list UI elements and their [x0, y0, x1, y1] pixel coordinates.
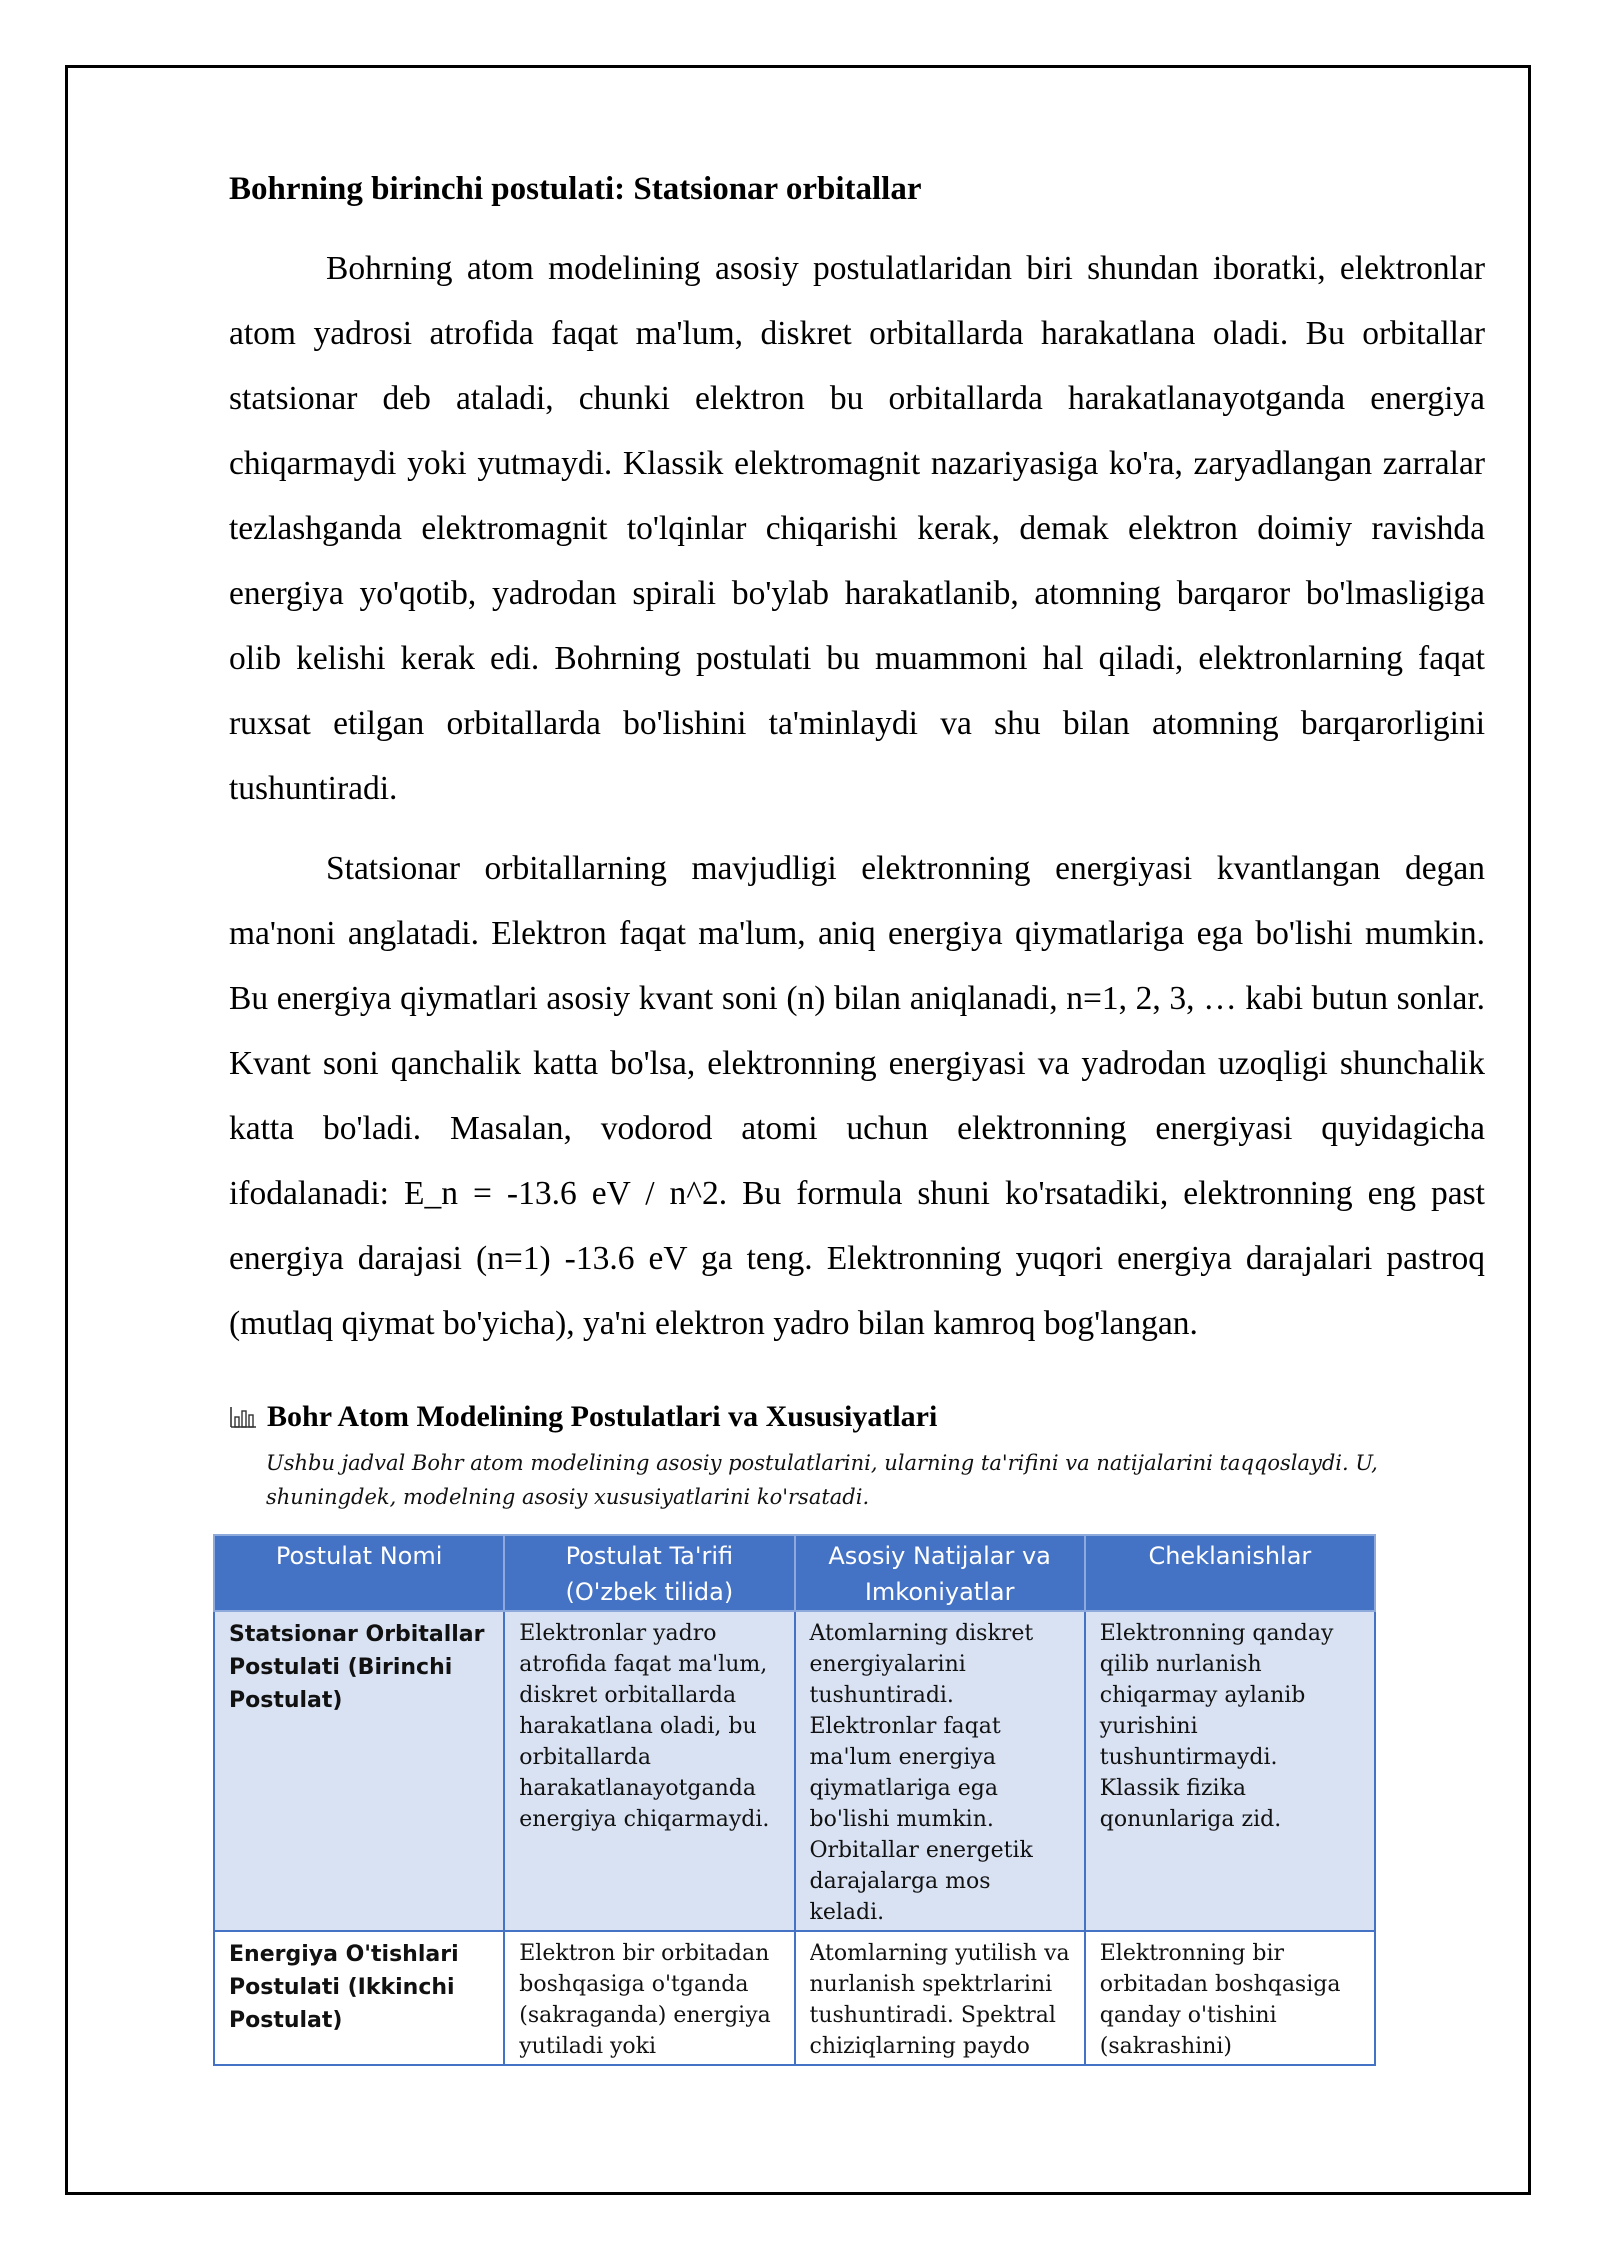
cell-text: Elektronning bir orbitadan boshqasiga qanday o'tishini (sakrashini) [1099, 1940, 1341, 2059]
table-cell: Elektronlar yadro atrofida faqat ma'lum, diskret orbitallarda harakatlana oladi, bu orbitallarda harakatlanayotganda energiya chiqarmaydi. [504, 1611, 794, 1931]
table-cell: Elektronning qanday qilib nurlanish chiqarmay aylanib yurishini tushuntirmaydi. Klassik fizika qonunlariga zid. [1085, 1611, 1375, 1931]
section-heading: Bohrning birinchi postulati: Statsionar orbitallar [229, 171, 922, 207]
column-header: Asosiy Natijalar va Imkoniyatlar [795, 1535, 1085, 1611]
cell-text: Elektron bir orbitadan boshqasiga o'tganda (sakraganda) energiya yutiladi yoki [519, 1940, 771, 2059]
document-content [229, 170, 1485, 2066]
column-header: Postulat Ta'rifi (O'zbek tilida) [504, 1535, 794, 1611]
paragraph: Statsionar orbitallarning mavjudligi elektronning energiyasi kvantlangan degan ma'noni anglatadi. Elektron faqat ma'lum, aniq energiya qiymatlariga ega bo'lishi mumkin. Bu energiya qiymatlari asosiy kvant soni (n) bilan aniqlanadi, n=1, 2, 3, … kabi butun sonlar. Kvant soni qanchalik katta bo'lsa, elektronning energiyasi va yadrodan uzoqligi shunchalik katta bo'ladi. Masalan, vodorod atomi uchun elektronning energiyasi quyidagicha ifodalanadi: E_n = -13.6 eV / n^2. Bu formula shuni ko'rsatadiki, elektronning eng past energiya darajasi (n=1) -13.6 eV ga teng. Elektronning yuqori energiya darajalari pastroq (mutlaq qiymat bo'yicha), ya'ni elektron yadro bilan kamroq bog'langan. [229, 849, 1485, 1342]
table-header-row [214, 1535, 1375, 1611]
table-cell: Statsionar Orbitallar Postulati (Birinchi Postulat) [214, 1611, 504, 1931]
bar-chart-icon [229, 1405, 257, 1429]
table-row [214, 1931, 1375, 2065]
table-row [214, 1611, 1375, 1931]
table-cell [504, 1931, 794, 2065]
table-cell: Atomlarning diskret energiyalarini tushuntiradi. Elektronlar faqat ma'lum energiya qiymatlariga ega bo'lishi mumkin. Orbitallar energetik darajalarga mos keladi. [795, 1611, 1085, 1931]
column-header: Cheklanishlar [1085, 1535, 1375, 1611]
postulates-table [213, 1534, 1376, 2066]
table-title [229, 1400, 1485, 1434]
table-cell [1085, 1931, 1375, 2065]
table-cell [795, 1931, 1085, 2065]
table-cell [214, 1931, 504, 2065]
cell-text: Atomlarning yutilish va nurlanish spektrlarini tushuntiradi. Spektral chiziqlarning paydo [809, 1940, 1070, 2059]
column-header: Postulat Nomi [214, 1535, 504, 1611]
cell-text: Energiya O'tishlari Postulati (Ikkinchi Postulat) [229, 1941, 459, 2033]
paragraph: Bohrning atom modelining asosiy postulatlaridan biri shundan iboratki, elektronlar atom yadrosi atrofida faqat ma'lum, diskret orbitallarda harakatlana oladi. Bu orbitallar statsionar deb ataladi, chunki elektron bu orbitallarda harakatlanayotganda energiya chiqarmaydi yoki yutmaydi. Klassik elektromagnit nazariyasiga ko'ra, zaryadlangan zarralar tezlashganda elektromagnit to'lqinlar chiqarishi kerak, demak elektron doimiy ravishda energiya yo'qotib, yadrodan spirali bo'ylab harakatlanib, atomning barqaror bo'lmasligiga olib kelishi kerak edi. Bohrning postulati bu muammoni hal qiladi, elektronlarning faqat ruxsat etilgan orbitallarda bo'lishini ta'minlaydi va shu bilan atomning barqarorligini tushuntiradi. [229, 249, 1485, 807]
table-description: Ushbu jadval Bohr atom modelining asosiy postulatlarini, ularning ta'rifini va natijalarini taqqoslaydi. U, shuningdek, modelning asosiy xususiyatlarini ko'rsatadi. [266, 1450, 1378, 1509]
table-title-text: Bohr Atom Modelining Postulatlari va Xususiyatlari [267, 1399, 938, 1433]
